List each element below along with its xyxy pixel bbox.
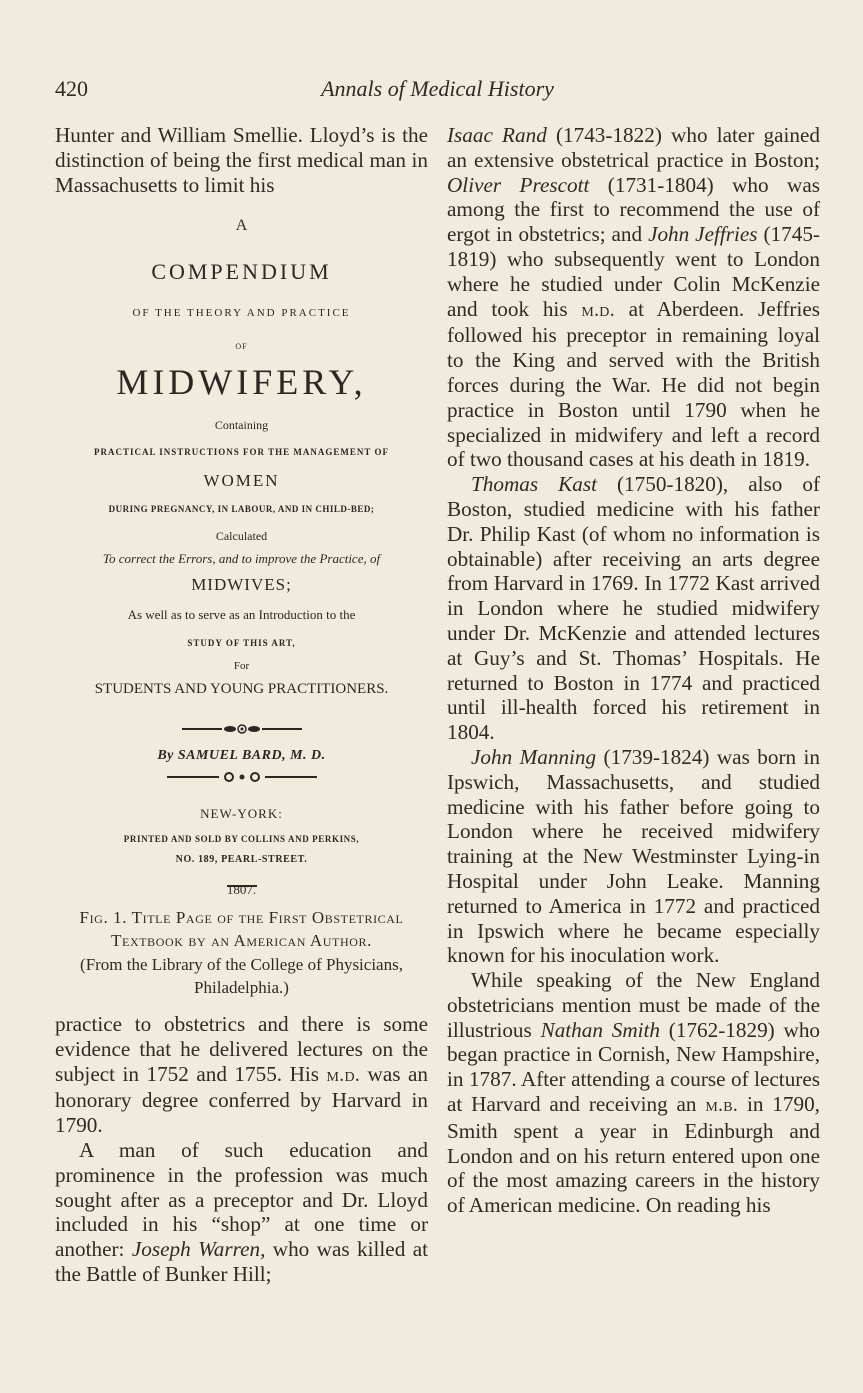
title-page-midwifery: MIDWIFERY,: [116, 362, 367, 402]
title-page-address: NO. 189, PEARL-STREET.: [175, 854, 308, 865]
title-page-study-line: STUDY OF THIS ART,: [187, 638, 296, 648]
paragraph: While speaking of the New England obstetricians mention must be made of the illustrious Nathan Smith (1762-1829) who began practice in Cornish, New Hampshire, in 1787. After attending a course of lectures at Harvard and receiving an m.b. in 1790, Smith spent a year in Edinburgh and London and on his return entered upon one of the most amazing careers in the history of American medicine. On reading his: [447, 968, 821, 1218]
page-number: 420: [55, 76, 88, 101]
title-page-women: WOMEN: [203, 471, 280, 490]
left-column-top: [55, 123, 428, 197]
paragraph: A man of such education and prominence in the profession was much sought after as a preceptor and Dr. Lloyd included in his “shop” at one time or another: Joseph Warren, who was killed at the Battle of Bunker Hill;: [55, 1137, 428, 1286]
caption-title: [55, 907, 428, 952]
title-page-article: A: [235, 217, 248, 234]
title-page-printed-line: PRINTED AND SOLD BY COLLINS AND PERKINS,: [123, 834, 360, 844]
left-column-bottom: [55, 1012, 428, 1287]
title-page-dash: [55, 875, 428, 879]
title-page-compendium: COMPENDIUM: [151, 259, 332, 284]
title-page-practical-line: PRACTICAL INSTRUCTIONS FOR THE MANAGEMENT OF: [94, 447, 389, 457]
paragraph: John Manning (1739-1824) was born in Ipswich, Massachusetts, and studied medicine with his father before going to London where he received midwifery training at the New Westminster Lying-in Hospital under John Leake. Manning returned to America in 1772 and practiced in Ipswich where he became especially known for his inoculation work.: [447, 744, 820, 968]
title-page-author: By SAMUEL BARD, M. D.: [157, 748, 326, 763]
page-header: [55, 76, 820, 108]
figure-title-page: [55, 215, 428, 1005]
title-page-for: For: [233, 660, 250, 672]
figure-caption: [55, 907, 428, 999]
right-column: [447, 123, 820, 1218]
title-page-as-well-line: As well as to serve as an Introduction to the: [127, 607, 356, 622]
title-page-of: OF: [235, 342, 248, 351]
ornament-rule-top: [55, 722, 428, 736]
paragraph: Isaac Rand (1743-1822) who later gained an extensive obstetrical practice in Boston; Oliver Prescott (1731-1804) who was among the first to recommend the use of ergot in obstetrics; and John Jeffries (1745-1819) who subsequently went to London where he studied under Colin McKenzie and took his m.d. at Aberdeen. Jeffries followed his preceptor in remaining loyal to the King and served with the British forces during the War. He did not begin practice in Boston until 1790 when he specialized in midwifery and left a record of two thousand cases at his death in 1819.: [447, 123, 820, 472]
title-page-during-line: DURING PREGNANCY, IN LABOUR, AND IN CHILD-BED;: [108, 504, 375, 514]
title-page-students: STUDENTS AND YOUNG PRACTITIONERS.: [94, 681, 389, 697]
caption-source: (From the Library of the College of Physicians, Philadelphia.): [80, 955, 403, 997]
title-page-midwives: MIDWIVES;: [191, 575, 292, 594]
paragraph: Hunter and William Smellie. Lloyd’s is the distinction of being the first medical man in Massachusetts to limit his: [55, 123, 428, 197]
title-page-year: 1807.: [226, 882, 257, 897]
title-page-correct-line: To correct the Errors, and to improve the Practice, of: [102, 551, 381, 566]
title-page-calculated: Calculated: [215, 529, 268, 543]
paragraph: Thomas Kast (1750-1820), also of Boston, studied medicine with his father Dr. Philip Kast (of whom no information is obtainable) after receiving an arts degree from Harvard in 1769. In 1772 Kast arrived in London where he studied midwifery under Dr. McKenzie and attended lectures at Guy’s and St. Thomas’ Hospitals. He returned to Boston in 1774 and practiced until ill-health forced his retirement in 1804.: [447, 472, 821, 745]
title-page-containing: Containing: [214, 418, 269, 432]
journal-title: Annals of Medical History: [321, 76, 554, 101]
title-page-new-york: NEW-YORK:: [200, 806, 283, 821]
caption-text: Title Page of the First Obstetrical Textbook by an American Author.: [111, 908, 404, 950]
ornament-rule-bottom: [55, 770, 428, 784]
caption-label: Fig. 1.: [79, 908, 128, 927]
paragraph: practice to obstetrics and there is some evidence that he delivered lectures on the subject in 1752 and 1755. His m.d. was an honorary degree conferred by Harvard in 1790.: [55, 1012, 428, 1138]
title-page-theory-line: OF THE THEORY AND PRACTICE: [132, 307, 351, 319]
